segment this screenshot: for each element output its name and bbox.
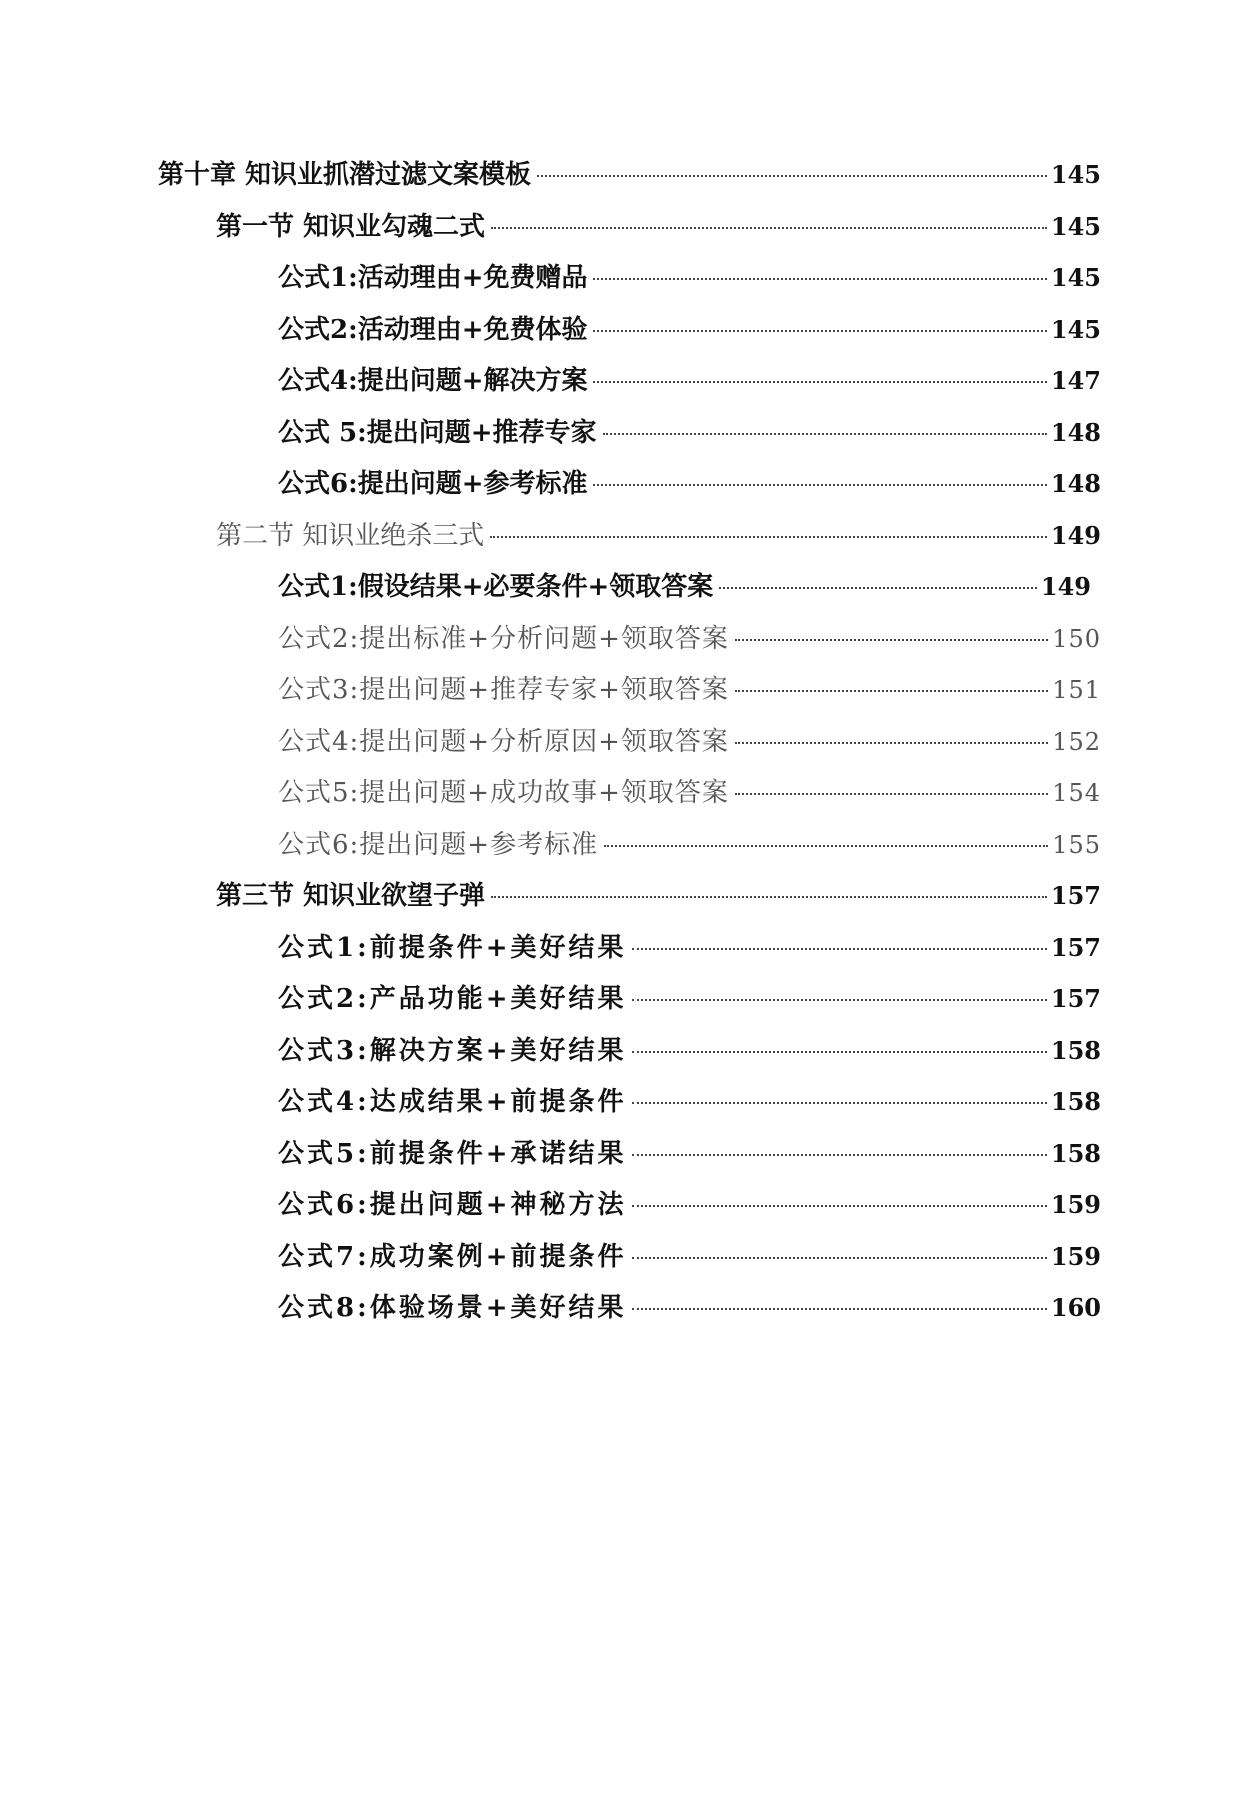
toc-item[interactable] (0, 567, 1233, 619)
toc-page-number: 155 (1052, 830, 1101, 859)
dot-leader (593, 484, 1046, 486)
dot-leader (593, 381, 1046, 383)
toc-item[interactable] (0, 1134, 1233, 1186)
toc-page-number: 148 (1050, 417, 1101, 447)
dot-leader (735, 639, 1048, 641)
toc-item[interactable] (0, 464, 1233, 516)
toc-page-number: 159 (1050, 1241, 1101, 1271)
toc-entry-label: 公式6:提出问题+参考标准 (278, 829, 599, 860)
toc-page-number: 145 (1050, 211, 1101, 241)
toc-entry-label: 公式7:成功案例+前提条件 (278, 1241, 627, 1272)
dot-leader (593, 278, 1046, 280)
toc-entry-label: 公式8:体验场景+美好结果 (278, 1293, 627, 1323)
toc-page-number: 157 (1050, 881, 1101, 910)
toc-section-1[interactable] (0, 207, 1233, 259)
dot-leader (603, 433, 1047, 435)
dot-leader (490, 536, 1047, 538)
toc-item[interactable] (0, 722, 1233, 774)
toc-entry-label: 公式1:活动理由+免费赠品 (278, 263, 588, 293)
dot-leader (632, 999, 1046, 1001)
table-of-contents (0, 155, 1233, 1340)
toc-entry-label: 第三节 知识业欲望子弹 (216, 881, 486, 911)
toc-page-number: 158 (1050, 1138, 1101, 1168)
toc-entry-label: 公式6:提出问题+神秘方法 (278, 1190, 627, 1220)
dot-leader (593, 330, 1046, 332)
dot-leader (632, 1205, 1046, 1207)
toc-page-number: 145 (1050, 263, 1101, 292)
toc-page-number: 158 (1050, 1035, 1101, 1065)
dot-leader (719, 587, 1037, 589)
toc-item[interactable] (0, 1288, 1233, 1340)
toc-entry-label: 公式2:产品功能+美好结果 (278, 984, 627, 1014)
toc-entry-label: 第十章 知识业抓潜过滤文案模板 (158, 160, 532, 190)
toc-entry-label: 公式1:前提条件+美好结果 (278, 932, 627, 963)
toc-page-number: 160 (1050, 1293, 1101, 1322)
toc-item[interactable] (0, 619, 1233, 671)
toc-page-number: 158 (1050, 1087, 1101, 1116)
toc-entry-label: 公式2:提出标准+分析问题+领取答案 (278, 623, 729, 654)
toc-entry-label: 公式3:提出问题+推荐专家+领取答案 (278, 675, 729, 705)
toc-entry-label: 公式5:提出问题+成功故事+领取答案 (278, 778, 729, 808)
toc-chapter-10[interactable] (0, 155, 1233, 207)
toc-page-number: 149 (1050, 520, 1101, 550)
toc-page-number: 159 (1050, 1190, 1101, 1219)
toc-entry-label: 第一节 知识业勾魂二式 (216, 211, 486, 242)
toc-item[interactable] (0, 1082, 1233, 1134)
toc-entry-label: 公式5:前提条件+承诺结果 (278, 1138, 627, 1169)
toc-entry-label: 公式4:提出问题+解决方案 (278, 366, 588, 396)
toc-entry-label: 公式3:解决方案+美好结果 (278, 1035, 627, 1066)
toc-page-number: 152 (1052, 727, 1101, 756)
toc-page-number: 145 (1050, 314, 1101, 344)
toc-item[interactable] (0, 413, 1233, 465)
toc-item[interactable] (0, 979, 1233, 1031)
toc-page-number: 145 (1050, 160, 1101, 189)
dot-leader (604, 845, 1048, 847)
toc-entry-label: 公式1:假设结果+必要条件+领取答案 (278, 572, 714, 602)
toc-item[interactable] (0, 670, 1233, 722)
toc-item[interactable] (0, 1185, 1233, 1237)
toc-item[interactable] (0, 258, 1233, 310)
dot-leader (735, 690, 1048, 692)
toc-item[interactable] (0, 825, 1233, 877)
toc-item[interactable] (0, 928, 1233, 980)
toc-page-number: 150 (1052, 624, 1101, 653)
dot-leader (632, 1051, 1046, 1053)
dot-leader (491, 227, 1047, 229)
dot-leader (735, 793, 1048, 795)
toc-page-number: 147 (1050, 366, 1101, 395)
toc-item[interactable] (0, 1031, 1233, 1083)
toc-page-number: 149 (1040, 572, 1091, 601)
toc-page-number: 148 (1050, 469, 1101, 498)
dot-leader (632, 1154, 1046, 1156)
toc-page-number: 154 (1052, 779, 1101, 807)
toc-entry-label: 第二节 知识业绝杀三式 (216, 520, 485, 551)
toc-page-number: 151 (1052, 676, 1101, 704)
toc-entry-label: 公式4:提出问题+分析原因+领取答案 (278, 726, 729, 757)
toc-entry-label: 公式6:提出问题+参考标准 (278, 469, 588, 499)
toc-item[interactable] (0, 1237, 1233, 1289)
dot-leader (632, 1257, 1046, 1259)
toc-page-number: 157 (1050, 932, 1101, 962)
dot-leader (632, 948, 1046, 950)
toc-entry-label: 公式2:活动理由+免费体验 (278, 314, 588, 345)
dot-leader (491, 896, 1047, 898)
toc-page-number: 157 (1050, 984, 1101, 1013)
toc-item[interactable] (0, 773, 1233, 825)
dot-leader (632, 1308, 1046, 1310)
toc-entry-label: 公式 5:提出问题+推荐专家 (278, 417, 597, 448)
toc-item[interactable] (0, 310, 1233, 362)
toc-section-2[interactable] (0, 516, 1233, 568)
dot-leader (537, 175, 1047, 177)
toc-item[interactable] (0, 361, 1233, 413)
toc-entry-label: 公式4:达成结果+前提条件 (278, 1087, 627, 1117)
dot-leader (735, 742, 1048, 744)
dot-leader (632, 1102, 1046, 1104)
toc-section-3[interactable] (0, 876, 1233, 928)
